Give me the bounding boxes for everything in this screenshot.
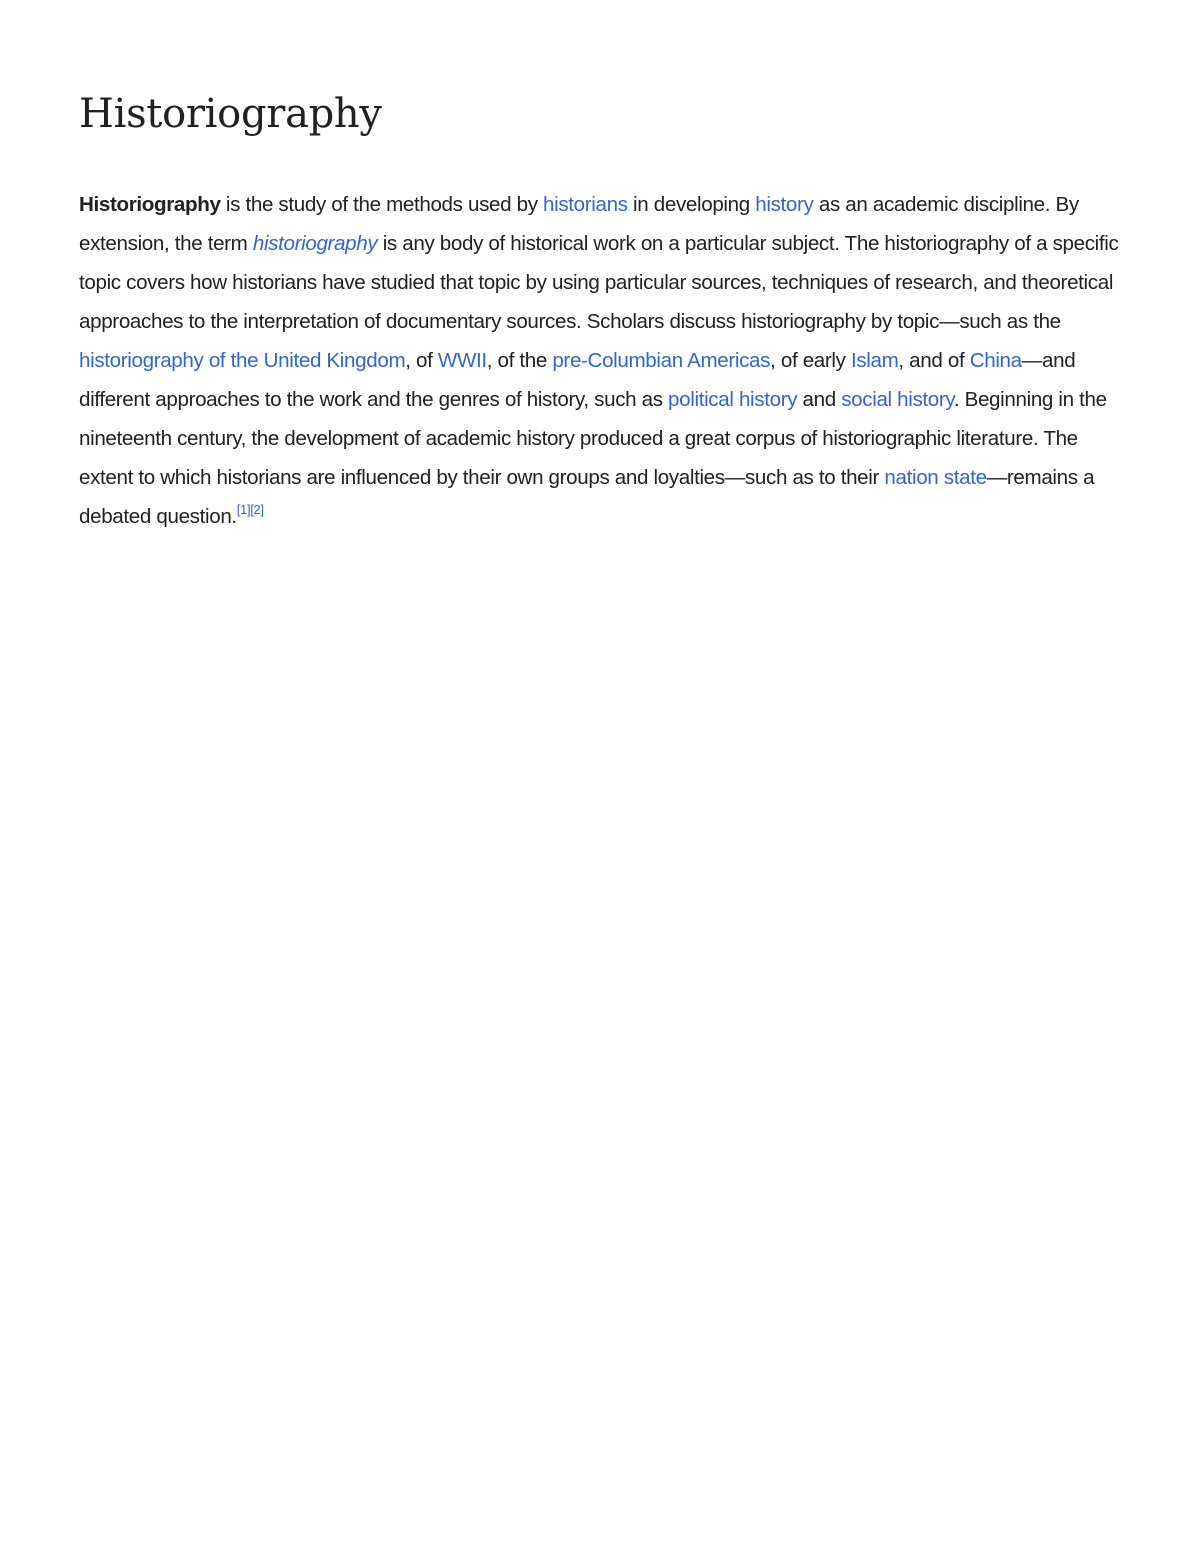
bold-term: Historiography — [79, 193, 221, 216]
lead-paragraph — [79, 185, 1124, 536]
paragraph-text: . Beginning in the nineteenth century, the development of academic history produced a great corpus of historiographic literature. The extent to which historians are influenced by their own groups and loyalties—such as to their — [79, 388, 1107, 489]
paragraph-text: as an academic discipline. By extension, the term — [79, 193, 1079, 255]
paragraph-text: , of early — [770, 349, 851, 372]
paragraph-text: —remains a debated question. — [79, 466, 1095, 528]
reference-link-2[interactable]: [2] — [250, 502, 264, 517]
article — [79, 86, 1124, 536]
link-pre-columbian-americas[interactable]: pre-Columbian Americas — [552, 349, 771, 372]
link-china[interactable]: China — [969, 349, 1022, 372]
link-historiography[interactable]: historiography — [252, 232, 378, 255]
page-title: Historiography — [79, 91, 382, 137]
reference-link-1[interactable]: [1] — [236, 502, 251, 517]
link-wwii[interactable]: WWII — [437, 349, 487, 372]
paragraph-text: is any body of historical work on a particular subject. The historiography of a specific topic covers how historians have studied that topic by using particular sources, techniques of research, and theoretical approaches to the interpretation of documentary sources. Scholars discuss historiography by topic—such as the — [79, 232, 1119, 333]
link-history[interactable]: history — [755, 193, 814, 216]
link-islam[interactable]: Islam — [850, 349, 899, 372]
paragraph-text: , of — [405, 349, 438, 372]
paragraph-text: is the study of the methods used by — [220, 193, 544, 216]
reference-1 — [237, 502, 250, 517]
paragraph-text: , and of — [898, 349, 970, 372]
link-social-history[interactable]: social history — [841, 388, 954, 411]
link-historians[interactable]: historians — [543, 193, 628, 216]
link-political-history[interactable]: political history — [668, 388, 798, 411]
paragraph-text: in developing — [627, 193, 756, 216]
link-nation-state[interactable]: nation state — [884, 466, 987, 489]
reference-2 — [250, 502, 263, 517]
paragraph-text: —and different approaches to the work and the genres of history, such as — [79, 349, 1076, 411]
paragraph-text: , of the — [486, 349, 553, 372]
link-historiography-of-the-united-kingdom[interactable]: historiography of the United Kingdom — [79, 349, 406, 372]
paragraph-text: and — [797, 388, 842, 411]
